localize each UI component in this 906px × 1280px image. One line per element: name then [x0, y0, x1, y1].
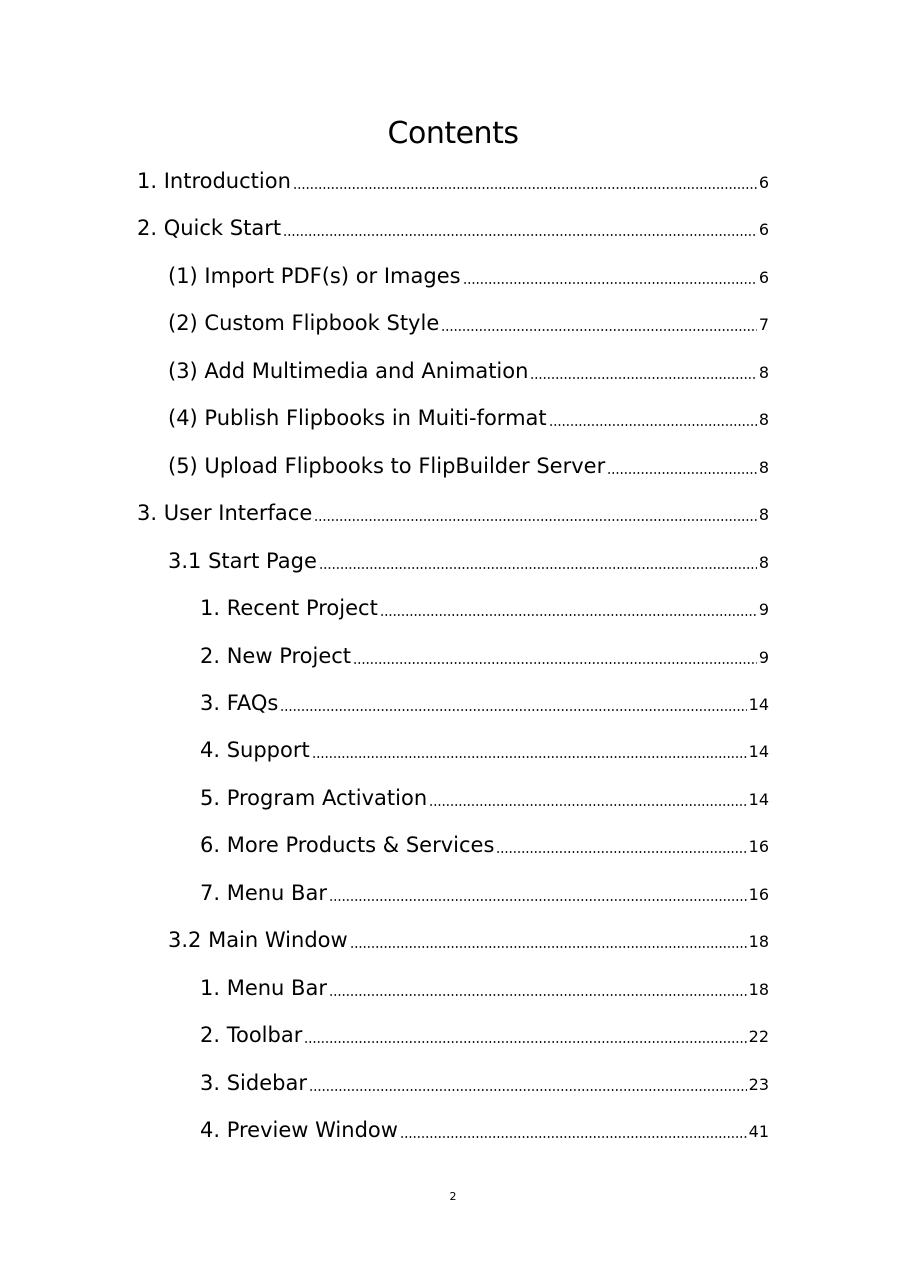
toc-entry-page: 7 — [758, 315, 769, 335]
toc-entry-page: 16 — [748, 884, 769, 904]
toc-dot-leader — [429, 804, 747, 806]
toc-entry[interactable] — [168, 451, 769, 481]
toc-entry[interactable] — [168, 356, 769, 386]
toc-entry-label: 2. New Project — [200, 643, 352, 668]
toc-dot-leader — [441, 329, 757, 331]
toc-entry-label: 3. FAQs — [200, 690, 279, 715]
toc-entry-page: 9 — [758, 647, 769, 667]
toc-entry-label: (5) Upload Flipbooks to FlipBuilder Server — [168, 453, 606, 478]
toc-entry[interactable] — [200, 641, 769, 671]
toc-entry-page: 18 — [748, 979, 769, 999]
toc-entry-label: 4. Preview Window — [200, 1118, 398, 1142]
toc-entry-page: 8 — [758, 362, 769, 382]
toc-dot-leader — [319, 567, 757, 569]
toc-entry-page: 14 — [748, 789, 769, 809]
toc-dot-leader — [400, 1136, 747, 1138]
toc-dot-leader — [380, 614, 757, 616]
toc-dot-leader — [549, 424, 757, 426]
toc-entry-label: 3.2 Main Window — [168, 928, 348, 953]
toc-dot-leader — [463, 282, 757, 284]
toc-entry[interactable] — [200, 1068, 769, 1098]
toc-entry-page: 41 — [748, 1122, 769, 1141]
toc-dot-leader — [314, 519, 757, 521]
toc-entry-page: 16 — [748, 837, 769, 857]
toc-entry-page: 9 — [758, 600, 769, 620]
toc-entry[interactable] — [200, 688, 769, 718]
toc-dot-leader — [329, 899, 747, 901]
toc-entry[interactable] — [168, 546, 769, 576]
toc-entry-page: 8 — [758, 552, 769, 572]
toc-dot-leader — [293, 187, 757, 189]
toc-entry-label: 2. Quick Start — [137, 216, 282, 241]
toc-entry-label: 1. Menu Bar — [200, 975, 327, 1000]
toc-entry-label: 5. Program Activation — [200, 785, 428, 810]
toc-dot-leader — [350, 946, 747, 948]
toc-entry[interactable] — [137, 213, 769, 243]
toc-entry[interactable] — [168, 925, 769, 955]
toc-entry-label: (4) Publish Flipbooks in Muiti-format — [168, 406, 547, 431]
toc-entry-label: 3.1 Start Page — [168, 548, 317, 573]
toc-entry-label: (1) Import PDF(s) or Images — [168, 263, 461, 288]
toc-entry-page: 23 — [748, 1074, 769, 1094]
toc-entry-page: 8 — [758, 457, 769, 477]
toc-entry-page: 8 — [758, 410, 769, 430]
toc-dot-leader — [329, 994, 747, 996]
toc-dot-leader — [283, 234, 757, 236]
toc-dot-leader — [304, 1041, 746, 1043]
toc-dot-leader — [309, 1089, 747, 1091]
toc-entry[interactable] — [200, 735, 769, 765]
toc-entry[interactable] — [137, 498, 769, 528]
toc-entry-label: 4. Support — [200, 738, 310, 763]
toc-dot-leader — [496, 851, 746, 853]
toc-title: Contents — [387, 116, 519, 151]
toc-entry-page: 6 — [758, 267, 769, 287]
toc-entry-page: 8 — [758, 505, 769, 525]
toc-entry-label: (2) Custom Flipbook Style — [168, 311, 440, 336]
toc-entry-page: 14 — [748, 742, 769, 762]
toc-entry-label: 2. Toolbar — [200, 1023, 303, 1048]
toc-entry-page: 22 — [748, 1027, 769, 1047]
toc-dot-leader — [353, 662, 757, 664]
toc-entry-label: 7. Menu Bar — [200, 880, 327, 905]
toc-entry[interactable] — [168, 308, 769, 338]
toc-dot-leader — [530, 377, 756, 379]
toc-entry[interactable] — [137, 166, 769, 196]
toc-entry-page: 6 — [758, 173, 769, 192]
toc-entry-page: 6 — [758, 220, 769, 240]
toc-entry-label: 6. More Products & Services — [200, 833, 495, 858]
toc-entry-page: 18 — [748, 932, 769, 952]
toc-dot-leader — [312, 756, 747, 758]
toc-entry-page: 14 — [748, 694, 769, 714]
toc-entry[interactable] — [200, 830, 769, 860]
toc-entry[interactable] — [168, 261, 769, 291]
toc-entry-label: 3. Sidebar — [200, 1070, 307, 1095]
toc-entry[interactable] — [200, 973, 769, 1003]
toc-entry-label: (3) Add Multimedia and Animation — [168, 358, 529, 383]
toc-entry[interactable] — [168, 403, 769, 433]
toc-entry[interactable] — [200, 783, 769, 813]
toc-entry-label: 1. Recent Project — [200, 596, 378, 621]
toc-entry[interactable] — [200, 593, 769, 623]
page-number: 2 — [449, 1190, 457, 1203]
toc-dot-leader — [607, 472, 757, 474]
toc-entry-label: 3. User Interface — [137, 501, 313, 526]
toc-entry-label: 1. Introduction — [137, 169, 291, 193]
toc-entry[interactable] — [200, 1115, 769, 1145]
toc-entry[interactable] — [200, 1020, 769, 1050]
toc-dot-leader — [280, 709, 746, 711]
toc-entry[interactable] — [200, 878, 769, 908]
